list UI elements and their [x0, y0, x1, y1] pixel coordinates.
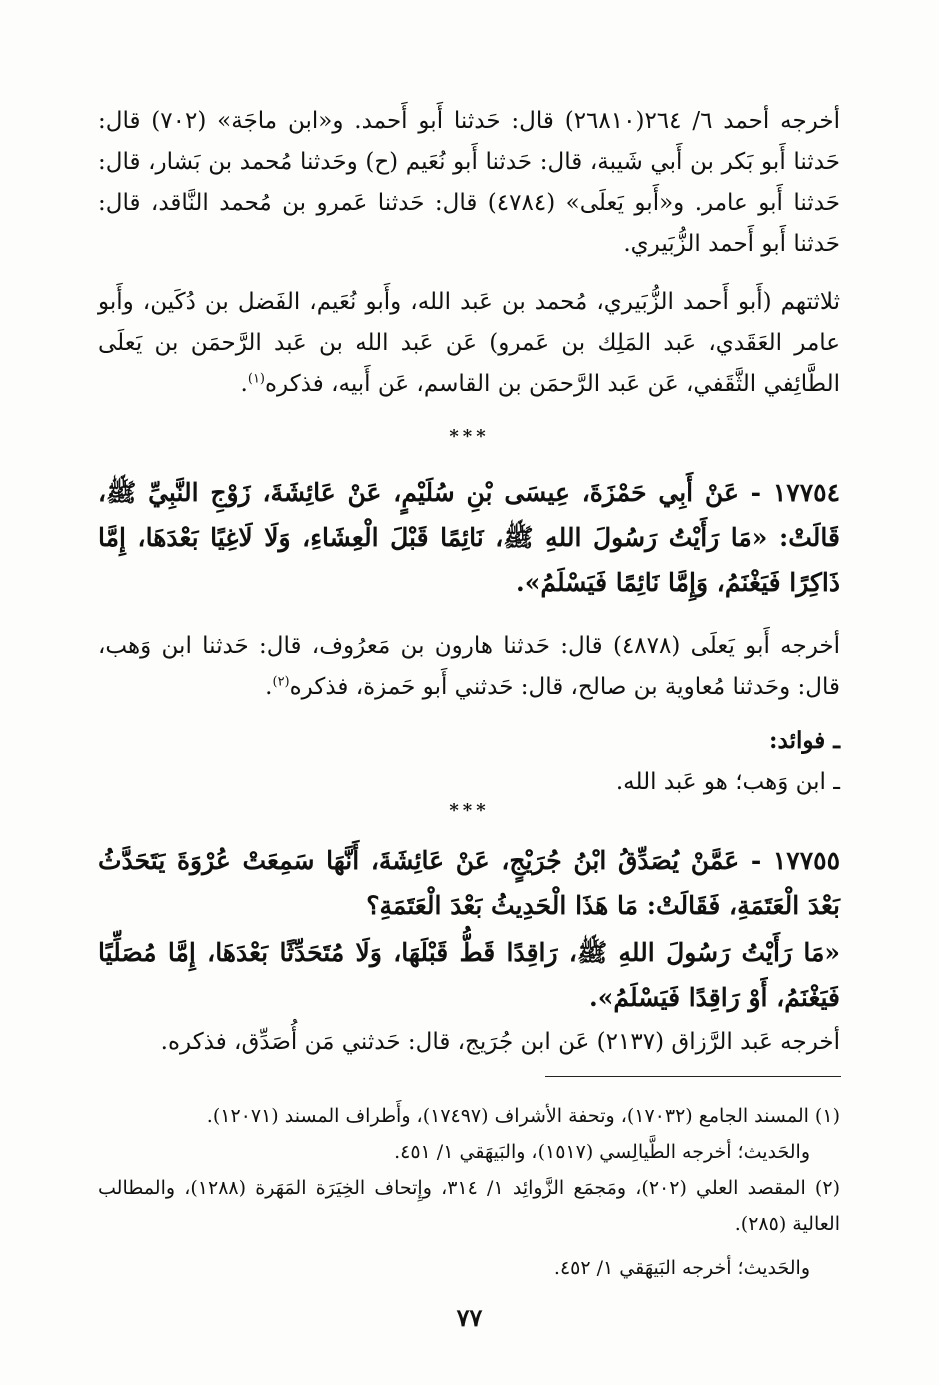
paragraph-text: أخرجه عَبد الرَّزاق (٢١٣٧) عَن ابن جُرَيج، قال: حَدثني مَن أُصَدِّق، فذكره. [160, 1029, 840, 1055]
hadith-text: - عَمَّنْ يُصَدِّقُ ابْنُ جُرَيْجٍ، عَنْ عَائِشَةَ، أَنَّهَا سَمِعَتْ عُرْوَةَ يَتَحَدَّثُ بَعْدَ الْعَتَمَةِ، فَقَالَتْ: مَا هَذَا الْحَدِيثُ بَعْدَ الْعَتَمَةِ؟ [98, 846, 840, 920]
hadith-17755-matn [98, 930, 840, 1020]
footnote-2-continued [98, 1250, 840, 1286]
hadith-number: ١٧٧٥٥ [772, 846, 840, 875]
paragraph-text: أخرجه أَبو يَعلَى (٤٨٧٨) قال: حَدثنا هارون بن مَعرُوف، قال: حَدثنا ابن وَهب، قال: وحَدثنا مُعاوية بن صالح، قال: حَدثني أَبو حَمزة، فذكره [98, 633, 840, 700]
footnote-2 [98, 1170, 840, 1242]
hadith-17754 [98, 470, 840, 605]
hadith-17755 [98, 838, 840, 928]
fawaid-list-item [98, 762, 840, 803]
footnote-text: والحَديث؛ أخرجه الطَّيالِسي (١٥١٧)، والبَيهَقي ١/ ٤٥١. [394, 1141, 810, 1163]
fawaid-heading [98, 720, 840, 761]
paragraph-takhrij-1 [98, 101, 840, 265]
paragraph-takhrij-2: أخرجه أَبو يَعلَى (٤٨٧٨) قال: حَدثنا هارون بن مَعرُوف، قال: حَدثنا ابن وَهب، قال: وحَدثنا مُعاوية بن صالح، قال: حَدثني أَبو حَمزة، فذكره$^{(٢)}$. [98, 633, 840, 700]
footnote-divider [545, 1076, 841, 1077]
footnote-text: (٢) المقصد العلي (٢٠٢)، ومَجمَع الزَّوائِد ١/ ٣١٤، وإِتحاف الخِيَرَة المَهَرة (١٢٨٨)، والمطالب العالية (٢٨٥). [98, 1177, 840, 1235]
paragraph-takhrij-3 [98, 1022, 840, 1063]
section-separator-1: *** [449, 426, 490, 447]
paragraph-text: ثلاثتهم (أَبو أَحمد الزُّبَيري، مُحمد بن عَبد الله، وأَبو نُعَيم، الفَضل بن دُكَين، وأَبو عامر العَقَدي، عَبد المَلِك بن عَمرو) عَن عَبد الله بن عَبد الرَّحمَن بن يَعلَى الطَّائِفي الثَّقَفي، عَن عَبد الرَّحمَن بن القاسم، عَن أَبيه، فذكره [98, 289, 840, 397]
footnote-ref-2[interactable]: (٢) [272, 674, 290, 690]
paragraph-thalathatuhum: ثلاثتهم (أَبو أَحمد الزُّبَيري، مُحمد بن عَبد الله، وأَبو نُعَيم، الفَضل بن دُكَين، وأَبو عامر العَقَدي، عَبد المَلِك بن عَمرو) عَن عَبد الله بن عَبد الرَّحمَن بن يَعلَى الطَّائِفي الثَّقَفي، عَن عَبد الرَّحمَن بن القاسم، عَن أَبيه، فذكره$^{(١)}$. [98, 289, 840, 397]
section-separator-2: *** [449, 800, 490, 821]
footnote-1-continued [98, 1134, 840, 1170]
footnote-1 [98, 1098, 840, 1134]
footnote-text: (١) المسند الجامع (١٧٠٣٢)، وتحفة الأشراف (١٧٤٩٧)، وأَطراف المسند (١٢٠٧١). [206, 1105, 840, 1127]
hadith-text: - عَنْ أَبِي حَمْزَةَ، عِيسَى بْنِ سُلَيْمٍ، عَنْ عَائِشَةَ، زَوْجِ النَّبِيِّ ﷺ، قَالَتْ: «مَا رَأَيْتُ رَسُولَ اللهِ ﷺ، نَائِمًا قَبْلَ الْعِشَاءِ، وَلَا لَاغِيًا بَعْدَهَا، إِمَّا ذَاكِرًا فَيَغْنَمُ، وَإِمَّا نَائِمًا فَيَسْلَمُ». [98, 478, 840, 597]
page-number: ٧٧ [456, 1303, 483, 1332]
fawaid-text: ـ ابن وَهب؛ هو عَبد الله. [615, 769, 840, 795]
footnote-text: والحَديث؛ أخرجه البَيهَقي ١/ ٤٥٢. [553, 1257, 810, 1279]
hadith-number: ١٧٧٥٤ [772, 478, 840, 507]
hadith-text: «مَا رَأَيْتُ رَسُولَ اللهِ ﷺ، رَاقِدًا قَطُّ قَبْلَهَا، وَلَا مُتَحَدِّثًا بَعْدَهَا، إِمَّا مُصَلِّيًا فَيَغْنَمُ، أَوْ رَاقِدًا فَيَسْلَمُ». [98, 938, 840, 1012]
fawaid-title: ـ فوائد: [769, 727, 840, 754]
paragraph-text: أخرجه أحمد ٦/ ٢٦٤(٢٦٨١٠) قال: حَدثنا أَبو أَحمد. و«ابن ماجَة» (٧٠٢) قال: حَدثنا أَبو بَكر بن أَبي شَيبة، قال: حَدثنا أَبو نُعَيم (ح) وحَدثنا مُحمد بن بَشار، قال: حَدثنا أَبو عامر. و«أَبو يَعلَى» (٤٧٨٤) قال: حَدثنا عَمرو بن مُحمد النَّاقد، قال: حَدثنا أَبو أَحمد الزُّبَيري. [98, 108, 840, 257]
footnote-ref-1[interactable]: (١) [247, 371, 265, 387]
